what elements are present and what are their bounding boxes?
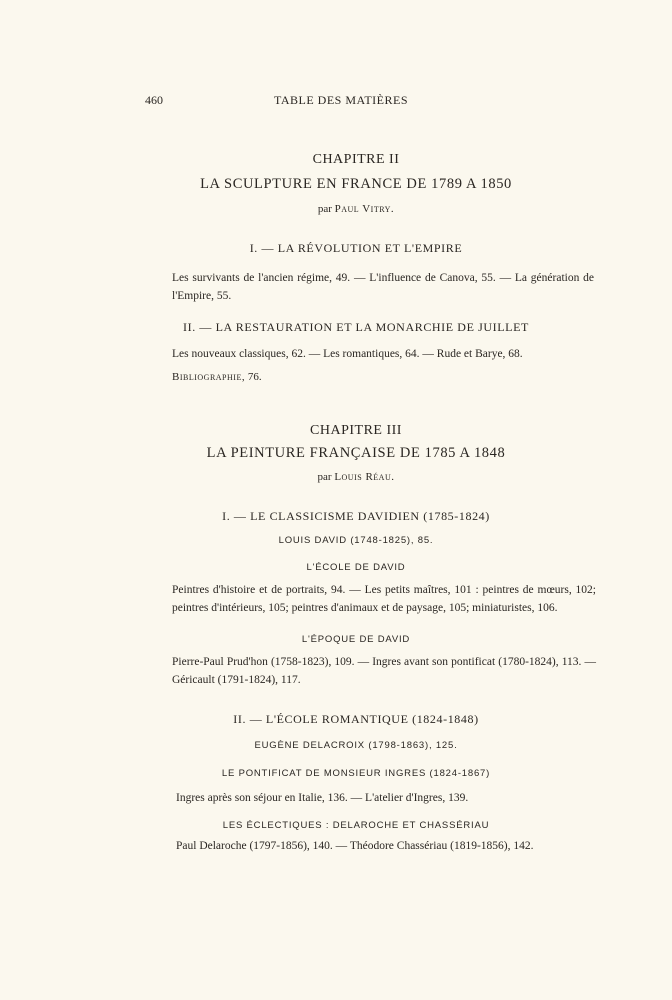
- chapter-3-label: CHAPITRE III: [310, 423, 402, 438]
- bibliography-page: 76.: [247, 371, 262, 383]
- page-number: 460: [145, 93, 163, 107]
- chapter-2-author: Paul Vitry.: [334, 203, 395, 215]
- chapter-2-author-line: [0, 203, 672, 215]
- chapter-2-title: LA SCULPTURE EN FRANCE DE 1789 A 1850: [200, 176, 512, 192]
- chapter-3-ingres-text: Ingres après son séjour en Italie, 136. — L'atelier d'Ingres, 139.: [176, 792, 469, 804]
- chapter-2-section-1-text: Les survivants de l'ancien régime, 49. — L'influence de Canova, 55. — La génération de l'Empire, 55.: [172, 272, 594, 302]
- chapter-2-label: CHAPITRE II: [312, 152, 400, 167]
- bibliography-label: Bibliographie,: [172, 371, 246, 383]
- chapter-3-epoque-de-david-text: Pierre-Paul Prud'hon (1758-1823), 109. — Ingres avant son pontificat (1780-1824), 113. — Géricault (1791-1824), 117.: [172, 656, 596, 686]
- chapter-3-section-1-heading: I. — LE CLASSICISME DAVIDIEN (1785-1824): [222, 509, 490, 523]
- chapter-3-author: Louis Réau.: [334, 471, 395, 483]
- chapter-3-title: LA PEINTURE FRANÇAISE DE 1785 A 1848: [206, 445, 506, 461]
- chapter-2-section-2-heading: II. — LA RESTAURATION ET LA MONARCHIE DE JUILLET: [183, 320, 529, 334]
- chapter-3-eclectiques-text: Paul Delaroche (1797-1856), 140. — Théodore Chassériau (1819-1856), 142.: [176, 840, 534, 852]
- author-prefix: par: [317, 203, 332, 215]
- chapter-3-sub-ecole-de-david: L'ÉCOLE DE DAVID: [306, 562, 406, 573]
- chapter-3-ecole-de-david-text: Peintres d'histoire et de portraits, 94. — Les petits maîtres, 101 : peintres de mœurs, 102; peintres d'intérieurs, 105; peintres d'animaux et de paysage, 105; miniaturistes, 106.: [172, 584, 596, 614]
- chapter-3-author-line: [0, 471, 672, 483]
- chapter-3-sub-delacroix: EUGÈNE DELACROIX (1798-1863), 125.: [254, 740, 458, 751]
- chapter-2-section-1-heading: I. — LA RÉVOLUTION ET L'EMPIRE: [249, 241, 463, 255]
- chapter-3-section-2-heading: II. — L'ÉCOLE ROMANTIQUE (1824-1848): [233, 712, 479, 726]
- chapter-3-sub-epoque-de-david: L'ÉPOQUE DE DAVID: [301, 634, 411, 645]
- chapter-3-sub-louis-david: LOUIS DAVID (1748-1825), 85.: [278, 535, 434, 546]
- chapter-2-section-2-text: Les nouveaux classiques, 62. — Les romantiques, 64. — Rude et Barye, 68.: [172, 348, 523, 360]
- chapter-3-sub-eclectiques: LES ÉCLECTIQUES : DELAROCHE ET CHASSÉRIAU: [222, 820, 490, 831]
- chapter-2-bibliography: [172, 371, 262, 383]
- running-title: TABLE DES MATIÈRES: [273, 93, 409, 107]
- author-prefix: par: [317, 471, 332, 483]
- chapter-3-sub-pontificat-ingres: LE PONTIFICAT DE MONSIEUR INGRES (1824-1867): [221, 768, 491, 779]
